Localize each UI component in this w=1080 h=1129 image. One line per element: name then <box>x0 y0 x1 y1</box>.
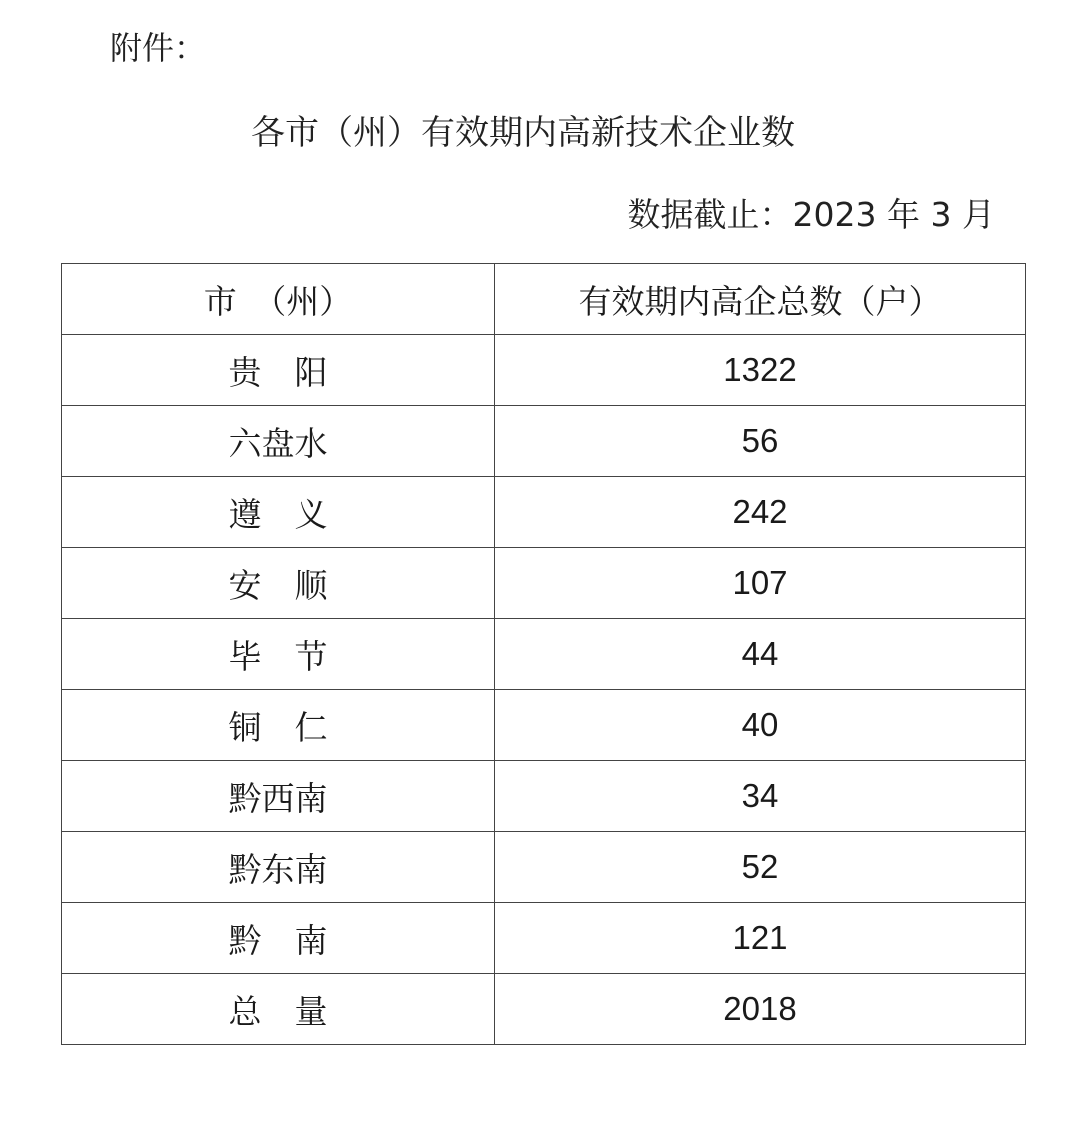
count-cell: 56 <box>495 406 1026 477</box>
city-cell: 六盘水 <box>62 406 495 477</box>
table-row-total <box>62 974 1026 1045</box>
header-count: 有效期内高企总数（户） <box>495 264 1026 335</box>
count-cell: 44 <box>495 619 1026 690</box>
city-cell: 贵 阳 <box>62 335 495 406</box>
data-cutoff-date: 数据截止：2023 年 3 月 <box>627 195 995 234</box>
table-row <box>62 903 1026 974</box>
table-row <box>62 335 1026 406</box>
count-cell: 242 <box>495 477 1026 548</box>
count-cell: 121 <box>495 903 1026 974</box>
attachment-label: 附件： <box>110 29 207 67</box>
table-row <box>62 406 1026 477</box>
document-title <box>0 110 1080 156</box>
document-title-text: 各市（州）有效期内高新技术企业数 <box>251 113 795 153</box>
city-cell: 黔 南 <box>62 903 495 974</box>
table-header-row <box>62 264 1026 335</box>
count-cell: 34 <box>495 761 1026 832</box>
city-cell: 黔东南 <box>62 832 495 903</box>
table-row <box>62 832 1026 903</box>
table-row <box>62 619 1026 690</box>
table-row <box>62 477 1026 548</box>
table-row <box>62 690 1026 761</box>
city-cell: 遵 义 <box>62 477 495 548</box>
table-row <box>62 761 1026 832</box>
city-cell: 黔西南 <box>62 761 495 832</box>
count-cell: 1322 <box>495 335 1026 406</box>
table-row <box>62 548 1026 619</box>
header-city: 市 （州） <box>62 264 495 335</box>
count-cell: 107 <box>495 548 1026 619</box>
city-cell: 毕 节 <box>62 619 495 690</box>
city-cell: 铜 仁 <box>62 690 495 761</box>
high-tech-enterprise-table <box>61 263 1026 1045</box>
total-label-cell: 总 量 <box>62 974 495 1045</box>
total-count-cell: 2018 <box>495 974 1026 1045</box>
count-cell: 40 <box>495 690 1026 761</box>
city-cell: 安 顺 <box>62 548 495 619</box>
count-cell: 52 <box>495 832 1026 903</box>
